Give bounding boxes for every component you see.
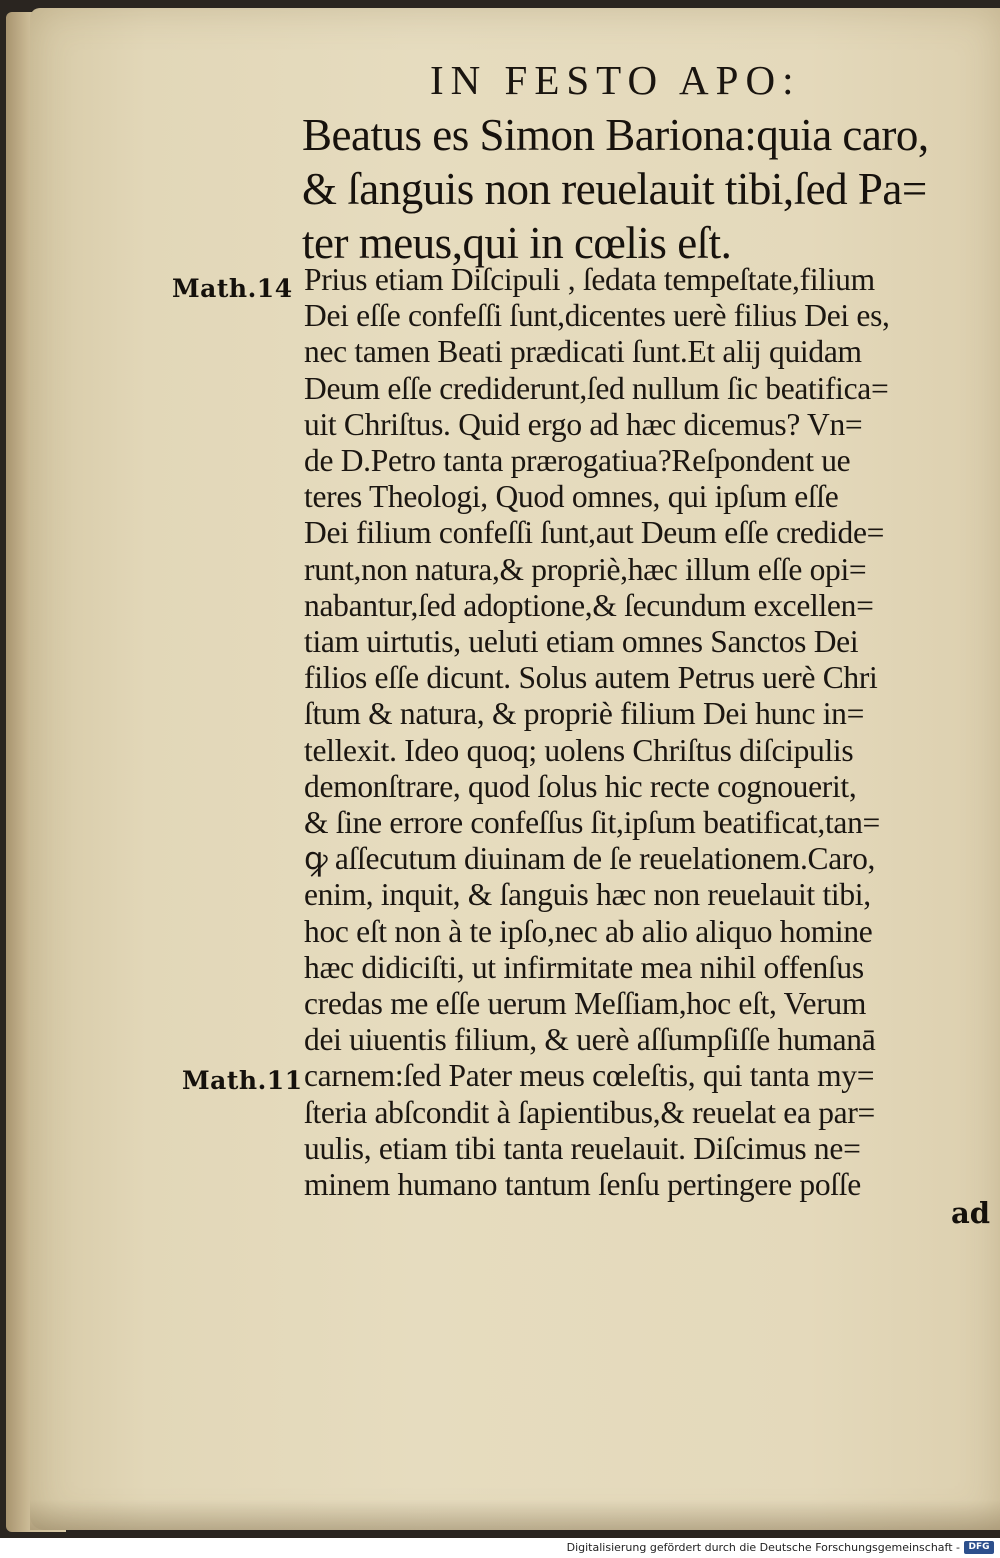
running-head: IN FESTO APO: [430, 57, 801, 103]
heading-block [302, 108, 982, 270]
body-line: uit Chriſtus. Quid ergo ad hæc dicemus? Vn= [304, 406, 863, 442]
catchword: ad [951, 1196, 991, 1230]
body-line: hæc didiciſti, ut infirmitate mea nihil offenſus [304, 949, 864, 985]
body-line: ꝙ aſſecutum diuinam de ſe reuelationem.Caro, [304, 841, 876, 877]
body-line: enim, inquit, & ſanguis hæc non reuelauit tibi, [304, 877, 871, 913]
body-line: Dei eſſe confeſſi ſunt,dicentes uerè filius Dei es, [304, 298, 890, 334]
body-line: nec tamen Beati prædicati ſunt.Et alij quidam [304, 334, 862, 370]
body-line: filios eſſe dicunt. Solus autem Petrus uerè Chri [304, 660, 878, 696]
body-line: runt,non natura,& propriè,hæc illum eſſe opi= [304, 551, 867, 587]
marginal-note: Math.11 [182, 1066, 303, 1095]
body-line: Dei filium confeſſi ſunt,aut Deum eſſe credide= [304, 515, 885, 551]
body-line: teres Theologi, Quod omnes, qui ipſum eſſe [304, 479, 839, 515]
body-line: minem humano tantum ſenſu pertingere poſſe [304, 1167, 861, 1203]
body-line: nabantur,ſed adoptione,& ſecundum excellen= [304, 587, 874, 623]
body-line: carnem:ſed Pater meus cœleſtis, qui tanta my= [304, 1058, 875, 1094]
body-line: dei uiuentis filium, & uerè aſſumpſiſſe humanā [304, 1022, 876, 1058]
body-text [304, 262, 984, 1203]
footer-credit: Digitalisierung gefördert durch die Deutsche Forschungsgemeinschaft - [566, 1541, 960, 1554]
body-line: tellexit. Ideo quoq; uolens Chriſtus diſcipulis [304, 732, 854, 768]
body-line: tiam uirtutis, ueluti etiam omnes Sanctos Dei [304, 624, 859, 660]
body-line: Prius etiam Diſcipuli , ſedata tempeſtate,filium [304, 262, 875, 297]
body-line: & ſine errore confeſſus ſit,ipſum beatificat,tan= [304, 805, 880, 841]
marginal-note: Math.14 [172, 274, 293, 303]
dfg-logo: DFG [964, 1541, 994, 1554]
body-line: ſteria abſcondit à ſapientibus,& reuelat ea par= [304, 1094, 875, 1130]
body-line: Deum eſſe crediderunt,ſed nullum ſic beatifica= [304, 370, 889, 406]
body-line: hoc eſt non à te ipſo,nec ab alio aliquo homine [304, 913, 873, 949]
body-line: ſtum & natura, & propriè filium Dei hunc in= [304, 696, 865, 732]
heading-line: ter meus,qui in cœlis eſt. [302, 218, 732, 268]
body-line: uulis, etiam tibi tanta reuelauit. Diſcimus ne= [304, 1130, 861, 1166]
body-line: credas me eſſe uerum Meſſiam,hoc eſt, Verum [304, 986, 867, 1022]
page-shadow [30, 1500, 1000, 1530]
digitization-footer [0, 1538, 1000, 1558]
body-line: de D.Petro tanta prærogatiua?Reſpondent ue [304, 443, 851, 479]
body-line: demonſtrare, quod ſolus hic recte cognouerit, [304, 768, 857, 804]
heading-line: & ſanguis non reuelauit tibi,ſed Pa= [302, 164, 927, 214]
heading-line: Beatus es Simon Bariona:quia caro, [302, 110, 929, 160]
